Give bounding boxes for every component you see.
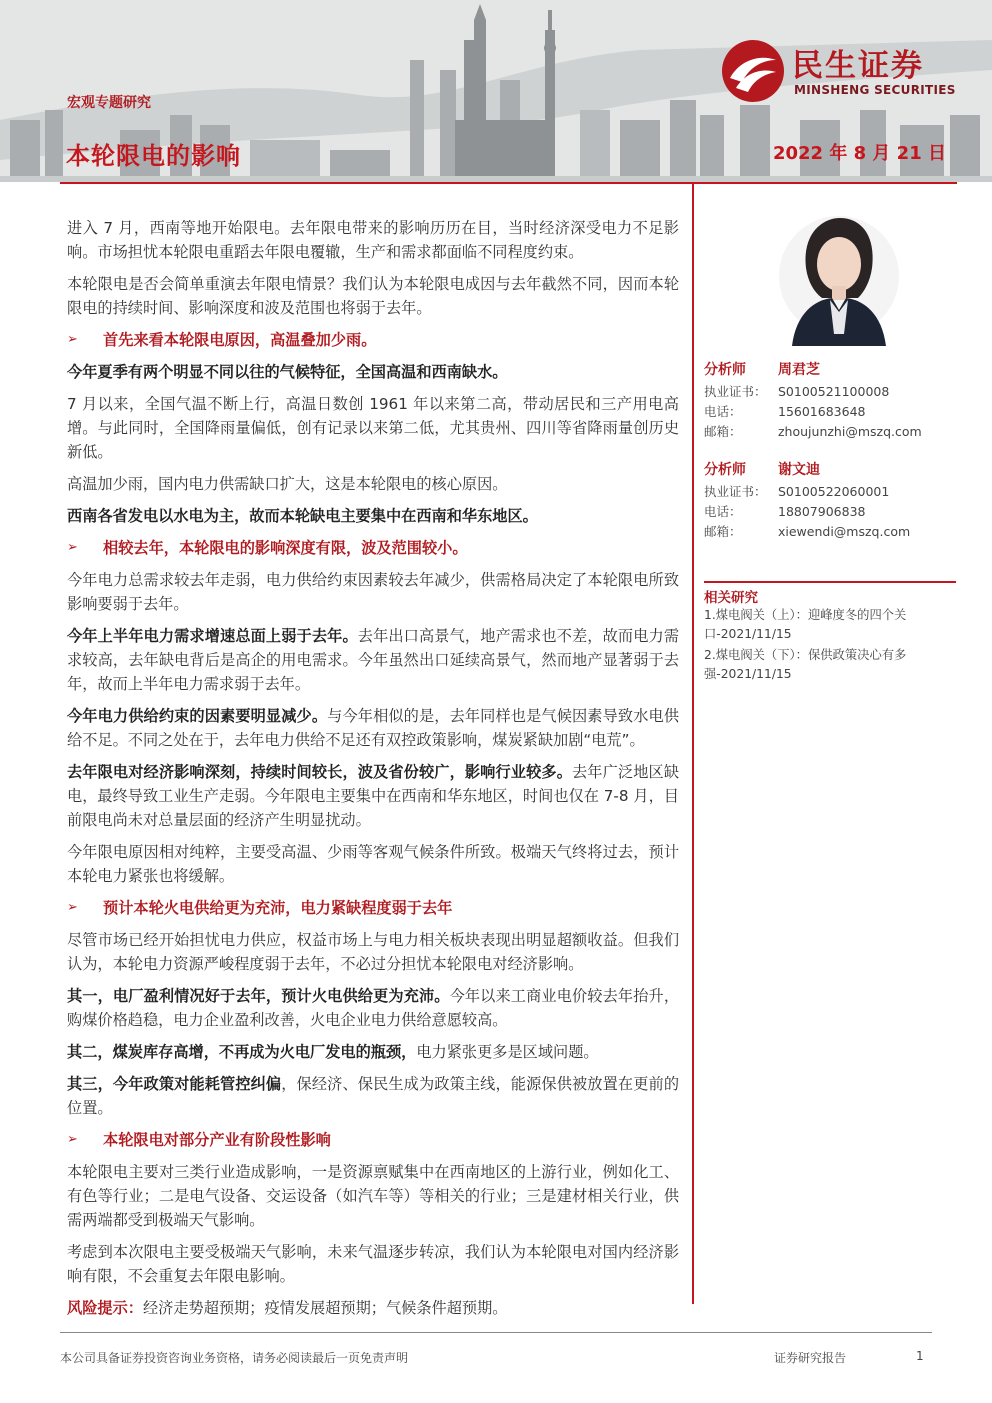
analyst-card	[704, 358, 964, 442]
phone-number: 15601683648	[778, 404, 866, 419]
chevron-right-icon: ➢	[67, 900, 78, 915]
risk-warning	[67, 1296, 679, 1320]
chevron-right-icon: ➢	[67, 1132, 78, 1147]
paragraph: 7 月以来，全国气温不断上行，高温日数创 1961 年以来第二高，带动居民和三产用电高增。与此同时，全国降雨量偏低，创有记录以来第二低，尤其贵州、四川等省降雨量创历史新低。	[67, 395, 679, 461]
header-divider	[60, 182, 957, 184]
paragraph	[67, 984, 679, 1032]
analyst-name: 周君芝	[778, 362, 820, 378]
logo-chinese-name: 民生证券	[792, 48, 924, 84]
cert-number: S0100522060001	[778, 484, 890, 499]
paragraph-text: 去年出口高景气，地产需求也不差，故而电力需求较高，去年缺电背后是高企的用电需求。今年虽然出口延续高景气，然而地产显著弱于去年，故而上半年电力需求弱于去年。	[67, 627, 680, 693]
analyst-name: 谢文迪	[778, 462, 820, 478]
paragraph	[67, 1072, 679, 1120]
phone-number: 18807906838	[778, 504, 866, 519]
section-heading	[67, 1128, 679, 1152]
paragraph	[67, 760, 679, 832]
logo-mark-icon	[720, 38, 786, 104]
cert-label: 执业证书：	[704, 384, 767, 399]
analyst-card	[704, 458, 964, 542]
footer-divider	[60, 1332, 932, 1333]
risk-text: 经济走势超预期；疫情发展超预期；气候条件超预期。	[142, 1299, 508, 1317]
analyst-photo	[778, 206, 900, 346]
footer-report-kind: 证券研究报告	[774, 1351, 847, 1365]
report-type: 宏观专题研究	[67, 95, 151, 111]
paragraph: 西南各省发电以水电为主，故而本轮缺电主要集中在西南和华东地区。	[67, 507, 538, 525]
paragraph-text: 与今年相似的是，去年同样也是气候因素导致水电供给不足。不同之处在于，去年电力供给不足还有双控政策影响，煤炭紧缺加剧“电荒”。	[67, 707, 680, 749]
report-date: 2022 年 8 月 21 日	[772, 143, 946, 164]
analyst-phone-row	[704, 502, 964, 522]
page-number: 1	[916, 1349, 924, 1363]
email-address[interactable]: xiewendi@mszq.com	[778, 524, 911, 539]
analyst-role: 分析师	[704, 462, 746, 478]
cert-number: S0100521100008	[778, 384, 890, 399]
section-heading	[67, 536, 679, 560]
email-label: 邮箱：	[704, 424, 742, 439]
paragraph: 高温加少雨，国内电力供需缺口扩大，这是本轮限电的核心原因。	[67, 475, 508, 493]
paragraph: 尽管市场已经开始担忧电力供应，权益市场上与电力相关板块表现出明显超额收益。但我们认为，本轮电力资源严峻程度弱于去年，不必过分担忧本轮限电对经济影响。	[67, 931, 679, 973]
section-heading	[67, 328, 679, 352]
paragraph: 本轮限电主要对三类行业造成影响，一是资源禀赋集中在西南地区的上游行业，例如化工、有色等行业；二是电气设备、交运设备（如汽车等）等相关的行业；三是建材相关行业，供需两端都受到极端天气影响。	[67, 1163, 679, 1229]
analyst-email-row	[704, 422, 964, 442]
section-heading-text: 相较去年，本轮限电的影响深度有限，波及范围较小。	[103, 539, 468, 557]
phone-label: 电话：	[704, 404, 742, 419]
paragraph: 本轮限电是否会简单重演去年限电情景？我们认为本轮限电成因与去年截然不同，因而本轮限电的持续时间、影响深度和波及范围也将弱于去年。	[67, 275, 679, 317]
email-label: 邮箱：	[704, 524, 742, 539]
related-research-item[interactable]: 2.煤电阀关（下）：保供政策决心有多强-2021/11/15	[704, 648, 907, 681]
section-heading-text: 预计本轮火电供给更为充沛，电力紧缺程度弱于去年	[103, 899, 453, 917]
paragraph	[67, 704, 679, 752]
analyst-cert-row	[704, 482, 964, 502]
chevron-right-icon: ➢	[67, 332, 78, 347]
analyst-cert-row	[704, 382, 964, 402]
column-divider	[692, 182, 694, 1304]
footer-disclaimer: 本公司具备证券投资咨询业务资格，请务必阅读最后一页免责声明	[60, 1351, 409, 1365]
paragraph: 今年电力总需求较去年走弱，电力供给约束因素较去年减少，供需格局决定了本轮限电所致影响要弱于去年。	[67, 571, 679, 613]
company-logo	[720, 38, 970, 108]
paragraph: 进入 7 月，西南等地开始限电。去年限电带来的影响历历在目，当时经济深受电力不足影响。市场担忧本轮限电重蹈去年限电覆辙，生产和需求都面临不同程度约束。	[67, 219, 679, 261]
paragraph-text: 去年广泛地区缺电，最终导致工业生产走弱。今年限电主要集中在西南和华东地区，时间也仅在 7-8 月，目前限电尚未对总量层面的经济产生明显扰动。	[67, 763, 680, 829]
page-title: 本轮限电的影响	[66, 142, 241, 170]
paragraph: 考虑到本次限电主要受极端天气影响，未来气温逐步转凉，我们认为本轮限电对国内经济影响有限，不会重复去年限电影响。	[67, 1243, 679, 1285]
emphasis-text: 今年上半年电力需求增速总面上弱于去年。	[67, 627, 358, 645]
related-research-item[interactable]: 1.煤电阀关（上）：迎峰度冬的四个关口-2021/11/15	[704, 608, 907, 641]
paragraph: 今年夏季有两个明显不同以往的气候特征，全国高温和西南缺水。	[67, 363, 508, 381]
paragraph	[67, 1040, 679, 1064]
emphasis-text: 今年电力供给约束的因素要明显减少。	[67, 707, 328, 725]
risk-label: 风险提示：	[67, 1299, 143, 1317]
related-research-list	[704, 606, 960, 686]
cert-label: 执业证书：	[704, 484, 767, 499]
phone-label: 电话：	[704, 504, 742, 519]
header-banner	[0, 0, 992, 182]
logo-english-name: MINSHENG SECURITIES	[794, 83, 956, 97]
emphasis-text: 去年限电对经济影响深刻，持续时间较长，波及省份较广，影响行业较多。	[67, 763, 572, 781]
related-research-title: 相关研究	[704, 590, 758, 606]
emphasis-text: 其三，今年政策对能耗管控纠偏	[67, 1075, 282, 1093]
analyst-email-row	[704, 522, 964, 542]
section-heading-text: 首先来看本轮限电原因，高温叠加少雨。	[103, 331, 377, 349]
emphasis-text: 其一，电厂盈利情况好于去年，预计火电供给更为充沛。	[67, 987, 450, 1005]
paragraph-text: 今年以来工商业电价较去年抬升，购煤价格趋稳，电力企业盈利改善，火电企业电力供给意愿较高。	[67, 987, 680, 1029]
section-heading	[67, 896, 679, 920]
paragraph: 今年限电原因相对纯粹，主要受高温、少雨等客观气候条件所致。极端天气终将过去，预计本轮电力紧张也将缓解。	[67, 843, 679, 885]
analyst-header	[704, 358, 964, 382]
chevron-right-icon: ➢	[67, 540, 78, 555]
analyst-header	[704, 458, 964, 482]
paragraph	[67, 624, 679, 696]
paragraph-text: 电力紧张更多是区域问题。	[416, 1043, 599, 1061]
section-heading-text: 本轮限电对部分产业有阶段性影响	[103, 1131, 331, 1149]
main-content	[67, 216, 679, 1328]
emphasis-text: 其二，煤炭库存高增，不再成为火电厂发电的瓶颈，	[67, 1043, 417, 1061]
email-address[interactable]: zhoujunzhi@mszq.com	[778, 424, 922, 439]
related-divider	[704, 581, 956, 583]
analyst-role: 分析师	[704, 362, 746, 378]
analyst-phone-row	[704, 402, 964, 422]
paragraph-text: ，保经济、保民生成为政策主线，能源保供被放置在更前的位置。	[67, 1075, 680, 1117]
